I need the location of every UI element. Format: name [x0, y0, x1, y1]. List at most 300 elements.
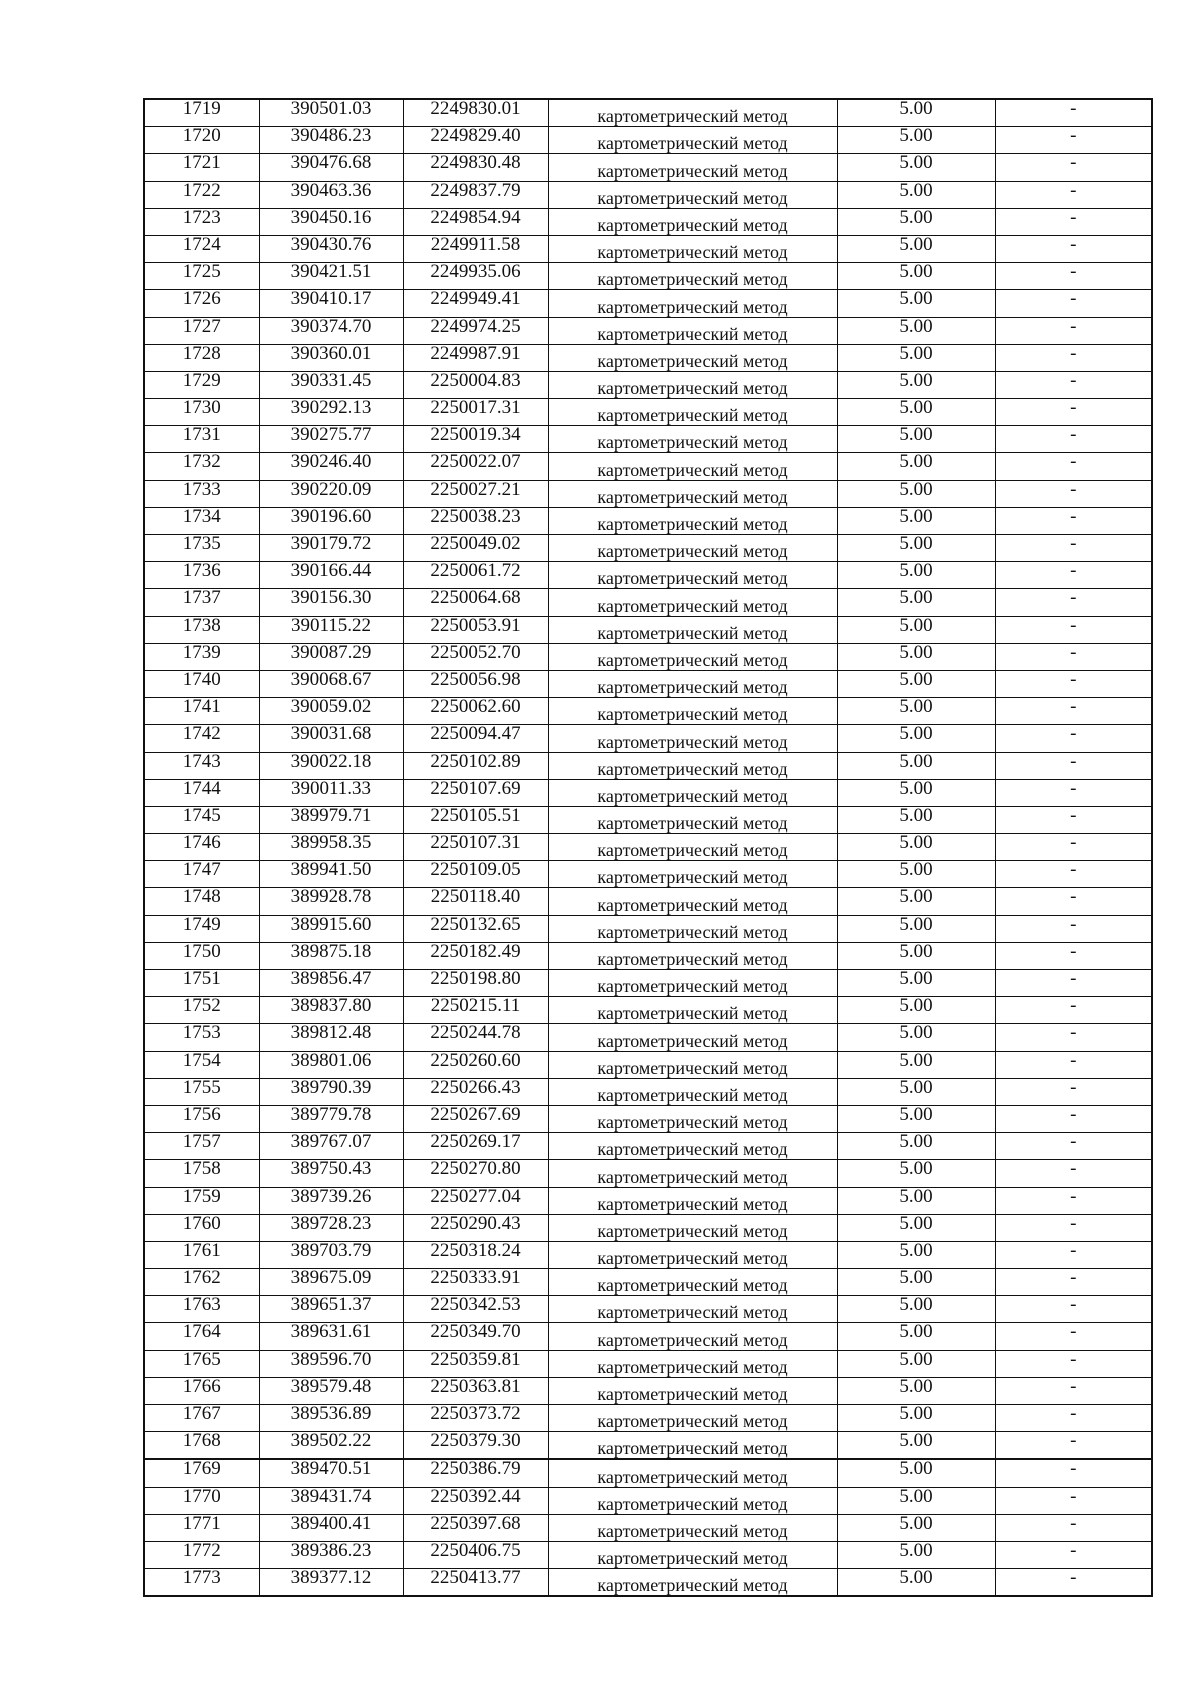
method-cell: картометрический метод: [548, 779, 837, 806]
method-cell: картометрический метод: [548, 1350, 837, 1377]
x-coordinate-cell: 390246.40: [259, 453, 403, 480]
accuracy-cell: 5.00: [837, 154, 995, 181]
y-coordinate-cell: 2250022.07: [403, 453, 548, 480]
point-number-cell: 1758: [144, 1160, 259, 1187]
table-row: [144, 317, 1152, 344]
x-coordinate-cell: 389790.39: [259, 1078, 403, 1105]
method-cell: картометрический метод: [548, 1024, 837, 1051]
x-coordinate-cell: 390068.67: [259, 670, 403, 697]
point-number-cell: 1764: [144, 1323, 259, 1350]
y-coordinate-cell: 2250061.72: [403, 562, 548, 589]
method-cell: картометрический метод: [548, 562, 837, 589]
point-number-cell: 1750: [144, 942, 259, 969]
point-number-cell: 1748: [144, 888, 259, 915]
note-cell: -: [995, 834, 1152, 861]
table-row: [144, 371, 1152, 398]
point-number-cell: 1729: [144, 371, 259, 398]
x-coordinate-cell: 389767.07: [259, 1133, 403, 1160]
note-cell: -: [995, 317, 1152, 344]
point-number-cell: 1765: [144, 1350, 259, 1377]
note-cell: -: [995, 1487, 1152, 1514]
x-coordinate-cell: 389400.41: [259, 1514, 403, 1541]
x-coordinate-cell: 389651.37: [259, 1296, 403, 1323]
point-number-cell: 1727: [144, 317, 259, 344]
method-cell: картометрический метод: [548, 1541, 837, 1568]
note-cell: -: [995, 1269, 1152, 1296]
y-coordinate-cell: 2250406.75: [403, 1541, 548, 1568]
y-coordinate-cell: 2250094.47: [403, 725, 548, 752]
coordinates-table-body: [144, 99, 1152, 1596]
method-cell: картометрический метод: [548, 1405, 837, 1432]
point-number-cell: 1726: [144, 290, 259, 317]
accuracy-cell: 5.00: [837, 1405, 995, 1432]
note-cell: -: [995, 562, 1152, 589]
x-coordinate-cell: 390292.13: [259, 399, 403, 426]
table-row: [144, 480, 1152, 507]
point-number-cell: 1752: [144, 997, 259, 1024]
method-cell: картометрический метод: [548, 99, 837, 127]
y-coordinate-cell: 2250052.70: [403, 643, 548, 670]
table-row: [144, 779, 1152, 806]
x-coordinate-cell: 389728.23: [259, 1214, 403, 1241]
y-coordinate-cell: 2250004.83: [403, 371, 548, 398]
accuracy-cell: 5.00: [837, 1459, 995, 1487]
note-cell: -: [995, 888, 1152, 915]
point-number-cell: 1738: [144, 616, 259, 643]
note-cell: -: [995, 480, 1152, 507]
point-number-cell: 1728: [144, 344, 259, 371]
x-coordinate-cell: 390360.01: [259, 344, 403, 371]
table-row: [144, 942, 1152, 969]
accuracy-cell: 5.00: [837, 1133, 995, 1160]
point-number-cell: 1771: [144, 1514, 259, 1541]
point-number-cell: 1768: [144, 1432, 259, 1460]
table-row: [144, 1350, 1152, 1377]
y-coordinate-cell: 2250392.44: [403, 1487, 548, 1514]
point-number-cell: 1767: [144, 1405, 259, 1432]
table-row: [144, 1487, 1152, 1514]
method-cell: картометрический метод: [548, 1514, 837, 1541]
method-cell: картометрический метод: [548, 1296, 837, 1323]
table-row: [144, 1432, 1152, 1460]
table-row: [144, 127, 1152, 154]
note-cell: -: [995, 1078, 1152, 1105]
note-cell: -: [995, 970, 1152, 997]
method-cell: картометрический метод: [548, 670, 837, 697]
accuracy-cell: 5.00: [837, 290, 995, 317]
accuracy-cell: 5.00: [837, 399, 995, 426]
note-cell: -: [995, 344, 1152, 371]
x-coordinate-cell: 389979.71: [259, 806, 403, 833]
table-row: [144, 562, 1152, 589]
note-cell: -: [995, 861, 1152, 888]
method-cell: картометрический метод: [548, 1160, 837, 1187]
y-coordinate-cell: 2250244.78: [403, 1024, 548, 1051]
accuracy-cell: 5.00: [837, 834, 995, 861]
method-cell: картометрический метод: [548, 806, 837, 833]
y-coordinate-cell: 2250397.68: [403, 1514, 548, 1541]
method-cell: картометрический метод: [548, 1105, 837, 1132]
y-coordinate-cell: 2250379.30: [403, 1432, 548, 1460]
y-coordinate-cell: 2250049.02: [403, 535, 548, 562]
note-cell: -: [995, 670, 1152, 697]
accuracy-cell: 5.00: [837, 888, 995, 915]
note-cell: -: [995, 235, 1152, 262]
method-cell: картометрический метод: [548, 643, 837, 670]
method-cell: картометрический метод: [548, 698, 837, 725]
method-cell: картометрический метод: [548, 997, 837, 1024]
note-cell: -: [995, 1323, 1152, 1350]
y-coordinate-cell: 2250118.40: [403, 888, 548, 915]
x-coordinate-cell: 389631.61: [259, 1323, 403, 1350]
point-number-cell: 1743: [144, 752, 259, 779]
method-cell: картометрический метод: [548, 752, 837, 779]
y-coordinate-cell: 2250038.23: [403, 507, 548, 534]
method-cell: картометрический метод: [548, 834, 837, 861]
accuracy-cell: 5.00: [837, 1569, 995, 1597]
x-coordinate-cell: 390486.23: [259, 127, 403, 154]
x-coordinate-cell: 389915.60: [259, 915, 403, 942]
x-coordinate-cell: 389377.12: [259, 1569, 403, 1597]
accuracy-cell: 5.00: [837, 1051, 995, 1078]
accuracy-cell: 5.00: [837, 99, 995, 127]
accuracy-cell: 5.00: [837, 1078, 995, 1105]
x-coordinate-cell: 389739.26: [259, 1187, 403, 1214]
point-number-cell: 1773: [144, 1569, 259, 1597]
y-coordinate-cell: 2249974.25: [403, 317, 548, 344]
method-cell: картометрический метод: [548, 181, 837, 208]
x-coordinate-cell: 390450.16: [259, 208, 403, 235]
note-cell: -: [995, 997, 1152, 1024]
table-row: [144, 861, 1152, 888]
note-cell: -: [995, 643, 1152, 670]
accuracy-cell: 5.00: [837, 1187, 995, 1214]
x-coordinate-cell: 390410.17: [259, 290, 403, 317]
x-coordinate-cell: 390476.68: [259, 154, 403, 181]
x-coordinate-cell: 390421.51: [259, 263, 403, 290]
x-coordinate-cell: 390430.76: [259, 235, 403, 262]
x-coordinate-cell: 389579.48: [259, 1377, 403, 1404]
table-row: [144, 643, 1152, 670]
y-coordinate-cell: 2250290.43: [403, 1214, 548, 1241]
accuracy-cell: 5.00: [837, 1024, 995, 1051]
x-coordinate-cell: 390022.18: [259, 752, 403, 779]
method-cell: картометрический метод: [548, 480, 837, 507]
y-coordinate-cell: 2250056.98: [403, 670, 548, 697]
method-cell: картометрический метод: [548, 1569, 837, 1597]
table-row: [144, 1296, 1152, 1323]
point-number-cell: 1740: [144, 670, 259, 697]
note-cell: -: [995, 535, 1152, 562]
accuracy-cell: 5.00: [837, 453, 995, 480]
method-cell: картометрический метод: [548, 1051, 837, 1078]
note-cell: -: [995, 208, 1152, 235]
note-cell: -: [995, 1024, 1152, 1051]
point-number-cell: 1724: [144, 235, 259, 262]
note-cell: -: [995, 725, 1152, 752]
accuracy-cell: 5.00: [837, 1214, 995, 1241]
y-coordinate-cell: 2249911.58: [403, 235, 548, 262]
table-row: [144, 589, 1152, 616]
accuracy-cell: 5.00: [837, 725, 995, 752]
y-coordinate-cell: 2249830.01: [403, 99, 548, 127]
note-cell: -: [995, 1514, 1152, 1541]
x-coordinate-cell: 390374.70: [259, 317, 403, 344]
point-number-cell: 1759: [144, 1187, 259, 1214]
table-row: [144, 970, 1152, 997]
x-coordinate-cell: 389812.48: [259, 1024, 403, 1051]
method-cell: картометрический метод: [548, 453, 837, 480]
table-row: [144, 1377, 1152, 1404]
accuracy-cell: 5.00: [837, 1541, 995, 1568]
note-cell: -: [995, 1296, 1152, 1323]
y-coordinate-cell: 2250107.69: [403, 779, 548, 806]
x-coordinate-cell: 389837.80: [259, 997, 403, 1024]
y-coordinate-cell: 2250064.68: [403, 589, 548, 616]
note-cell: -: [995, 1105, 1152, 1132]
point-number-cell: 1731: [144, 426, 259, 453]
table-row: [144, 154, 1152, 181]
accuracy-cell: 5.00: [837, 235, 995, 262]
note-cell: -: [995, 698, 1152, 725]
point-number-cell: 1769: [144, 1459, 259, 1487]
note-cell: -: [995, 942, 1152, 969]
method-cell: картометрический метод: [548, 970, 837, 997]
table-row: [144, 915, 1152, 942]
y-coordinate-cell: 2249830.48: [403, 154, 548, 181]
y-coordinate-cell: 2250386.79: [403, 1459, 548, 1487]
table-row: [144, 1541, 1152, 1568]
accuracy-cell: 5.00: [837, 344, 995, 371]
note-cell: -: [995, 752, 1152, 779]
point-number-cell: 1746: [144, 834, 259, 861]
point-number-cell: 1730: [144, 399, 259, 426]
table-row: [144, 834, 1152, 861]
y-coordinate-cell: 2250277.04: [403, 1187, 548, 1214]
accuracy-cell: 5.00: [837, 426, 995, 453]
method-cell: картометрический метод: [548, 616, 837, 643]
accuracy-cell: 5.00: [837, 997, 995, 1024]
x-coordinate-cell: 389941.50: [259, 861, 403, 888]
table-row: [144, 616, 1152, 643]
x-coordinate-cell: 389801.06: [259, 1051, 403, 1078]
point-number-cell: 1772: [144, 1541, 259, 1568]
accuracy-cell: 5.00: [837, 371, 995, 398]
table-row: [144, 208, 1152, 235]
table-row: [144, 1024, 1152, 1051]
y-coordinate-cell: 2250363.81: [403, 1377, 548, 1404]
y-coordinate-cell: 2250109.05: [403, 861, 548, 888]
accuracy-cell: 5.00: [837, 643, 995, 670]
y-coordinate-cell: 2250107.31: [403, 834, 548, 861]
note-cell: -: [995, 1459, 1152, 1487]
y-coordinate-cell: 2250333.91: [403, 1269, 548, 1296]
table-row: [144, 698, 1152, 725]
accuracy-cell: 5.00: [837, 779, 995, 806]
y-coordinate-cell: 2250373.72: [403, 1405, 548, 1432]
accuracy-cell: 5.00: [837, 1160, 995, 1187]
accuracy-cell: 5.00: [837, 208, 995, 235]
note-cell: -: [995, 399, 1152, 426]
accuracy-cell: 5.00: [837, 1323, 995, 1350]
x-coordinate-cell: 389779.78: [259, 1105, 403, 1132]
accuracy-cell: 5.00: [837, 942, 995, 969]
table-row: [144, 1214, 1152, 1241]
method-cell: картометрический метод: [548, 1214, 837, 1241]
table-row: [144, 181, 1152, 208]
accuracy-cell: 5.00: [837, 181, 995, 208]
method-cell: картометрический метод: [548, 915, 837, 942]
y-coordinate-cell: 2250102.89: [403, 752, 548, 779]
y-coordinate-cell: 2250260.60: [403, 1051, 548, 1078]
accuracy-cell: 5.00: [837, 915, 995, 942]
x-coordinate-cell: 390275.77: [259, 426, 403, 453]
table-row: [144, 399, 1152, 426]
method-cell: картометрический метод: [548, 1133, 837, 1160]
method-cell: картометрический метод: [548, 888, 837, 915]
x-coordinate-cell: 390463.36: [259, 181, 403, 208]
method-cell: картометрический метод: [548, 1459, 837, 1487]
x-coordinate-cell: 389856.47: [259, 970, 403, 997]
x-coordinate-cell: 390331.45: [259, 371, 403, 398]
method-cell: картометрический метод: [548, 154, 837, 181]
y-coordinate-cell: 2250215.11: [403, 997, 548, 1024]
note-cell: -: [995, 1051, 1152, 1078]
table-row: [144, 1459, 1152, 1487]
y-coordinate-cell: 2249935.06: [403, 263, 548, 290]
table-row: [144, 806, 1152, 833]
point-number-cell: 1749: [144, 915, 259, 942]
accuracy-cell: 5.00: [837, 970, 995, 997]
accuracy-cell: 5.00: [837, 670, 995, 697]
accuracy-cell: 5.00: [837, 752, 995, 779]
table-row: [144, 1187, 1152, 1214]
method-cell: картометрический метод: [548, 317, 837, 344]
y-coordinate-cell: 2250267.69: [403, 1105, 548, 1132]
note-cell: -: [995, 426, 1152, 453]
table-row: [144, 235, 1152, 262]
note-cell: -: [995, 371, 1152, 398]
point-number-cell: 1763: [144, 1296, 259, 1323]
method-cell: картометрический метод: [548, 861, 837, 888]
y-coordinate-cell: 2249949.41: [403, 290, 548, 317]
point-number-cell: 1732: [144, 453, 259, 480]
table-row: [144, 1078, 1152, 1105]
x-coordinate-cell: 390031.68: [259, 725, 403, 752]
accuracy-cell: 5.00: [837, 562, 995, 589]
table-row: [144, 1160, 1152, 1187]
x-coordinate-cell: 390011.33: [259, 779, 403, 806]
accuracy-cell: 5.00: [837, 1350, 995, 1377]
table-row: [144, 507, 1152, 534]
accuracy-cell: 5.00: [837, 1269, 995, 1296]
y-coordinate-cell: 2250318.24: [403, 1241, 548, 1268]
point-number-cell: 1720: [144, 127, 259, 154]
accuracy-cell: 5.00: [837, 317, 995, 344]
y-coordinate-cell: 2250342.53: [403, 1296, 548, 1323]
point-number-cell: 1766: [144, 1377, 259, 1404]
method-cell: картометрический метод: [548, 1323, 837, 1350]
table-row: [144, 1405, 1152, 1432]
note-cell: -: [995, 1214, 1152, 1241]
note-cell: -: [995, 1569, 1152, 1597]
x-coordinate-cell: 390220.09: [259, 480, 403, 507]
x-coordinate-cell: 389958.35: [259, 834, 403, 861]
point-number-cell: 1739: [144, 643, 259, 670]
table-row: [144, 997, 1152, 1024]
point-number-cell: 1755: [144, 1078, 259, 1105]
y-coordinate-cell: 2250269.17: [403, 1133, 548, 1160]
accuracy-cell: 5.00: [837, 507, 995, 534]
y-coordinate-cell: 2250198.80: [403, 970, 548, 997]
y-coordinate-cell: 2250270.80: [403, 1160, 548, 1187]
x-coordinate-cell: 389386.23: [259, 1541, 403, 1568]
table-row: [144, 888, 1152, 915]
method-cell: картометрический метод: [548, 1377, 837, 1404]
note-cell: -: [995, 1541, 1152, 1568]
point-number-cell: 1736: [144, 562, 259, 589]
method-cell: картометрический метод: [548, 589, 837, 616]
x-coordinate-cell: 389470.51: [259, 1459, 403, 1487]
accuracy-cell: 5.00: [837, 861, 995, 888]
table-row: [144, 752, 1152, 779]
coordinates-table: [143, 98, 1153, 1597]
accuracy-cell: 5.00: [837, 616, 995, 643]
accuracy-cell: 5.00: [837, 1514, 995, 1541]
note-cell: -: [995, 1432, 1152, 1460]
x-coordinate-cell: 389536.89: [259, 1405, 403, 1432]
note-cell: -: [995, 806, 1152, 833]
point-number-cell: 1760: [144, 1214, 259, 1241]
method-cell: картометрический метод: [548, 127, 837, 154]
y-coordinate-cell: 2249837.79: [403, 181, 548, 208]
note-cell: -: [995, 290, 1152, 317]
note-cell: -: [995, 1377, 1152, 1404]
y-coordinate-cell: 2250413.77: [403, 1569, 548, 1597]
point-number-cell: 1747: [144, 861, 259, 888]
note-cell: -: [995, 1160, 1152, 1187]
point-number-cell: 1725: [144, 263, 259, 290]
accuracy-cell: 5.00: [837, 127, 995, 154]
point-number-cell: 1733: [144, 480, 259, 507]
table-row: [144, 290, 1152, 317]
point-number-cell: 1741: [144, 698, 259, 725]
accuracy-cell: 5.00: [837, 1241, 995, 1268]
accuracy-cell: 5.00: [837, 806, 995, 833]
table-row: [144, 1051, 1152, 1078]
method-cell: картометрический метод: [548, 1487, 837, 1514]
method-cell: картометрический метод: [548, 1269, 837, 1296]
method-cell: картометрический метод: [548, 235, 837, 262]
method-cell: картометрический метод: [548, 1078, 837, 1105]
y-coordinate-cell: 2250027.21: [403, 480, 548, 507]
point-number-cell: 1745: [144, 806, 259, 833]
y-coordinate-cell: 2249829.40: [403, 127, 548, 154]
method-cell: картометрический метод: [548, 426, 837, 453]
method-cell: картометрический метод: [548, 1241, 837, 1268]
x-coordinate-cell: 389875.18: [259, 942, 403, 969]
x-coordinate-cell: 389675.09: [259, 1269, 403, 1296]
point-number-cell: 1723: [144, 208, 259, 235]
point-number-cell: 1722: [144, 181, 259, 208]
x-coordinate-cell: 389703.79: [259, 1241, 403, 1268]
accuracy-cell: 5.00: [837, 1377, 995, 1404]
x-coordinate-cell: 390196.60: [259, 507, 403, 534]
x-coordinate-cell: 390059.02: [259, 698, 403, 725]
method-cell: картометрический метод: [548, 1187, 837, 1214]
accuracy-cell: 5.00: [837, 535, 995, 562]
method-cell: картометрический метод: [548, 507, 837, 534]
